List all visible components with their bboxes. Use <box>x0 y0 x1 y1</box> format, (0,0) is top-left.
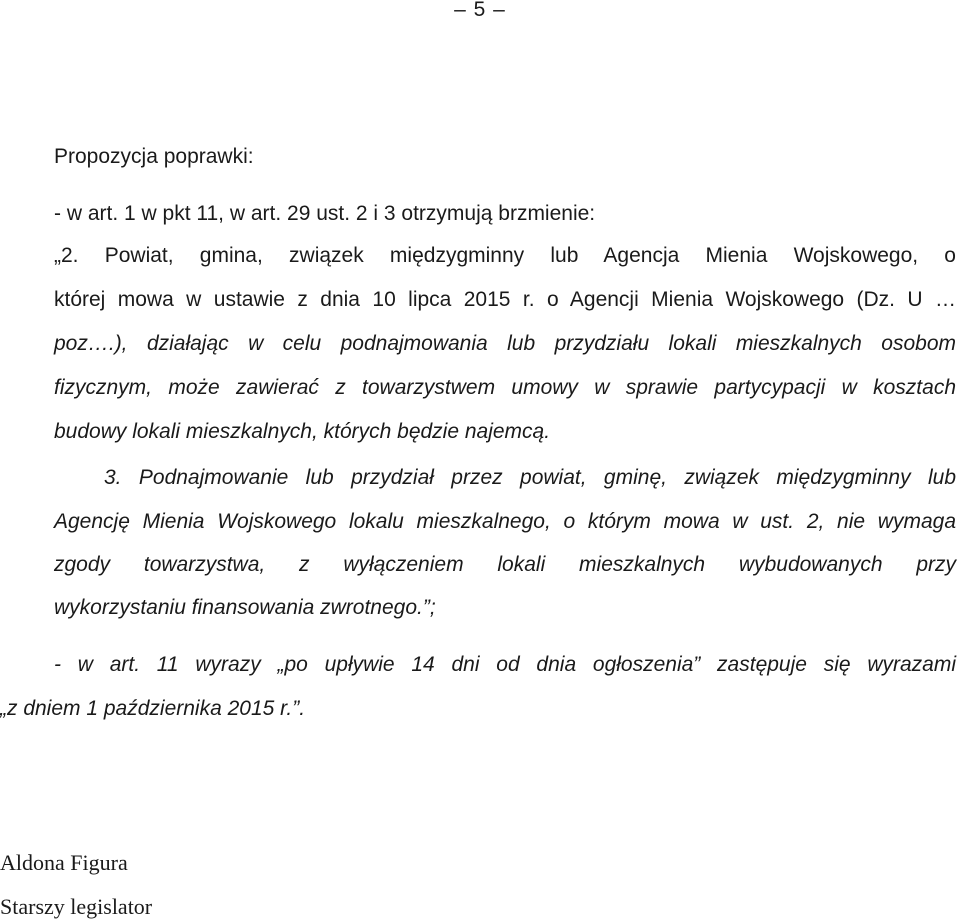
paragraph-3-line-3: zgody towarzystwa, z wyłączeniem lokali mieszkalnych wybudowanych przy <box>54 553 956 576</box>
amendment-2-line-2: „z dniem 1 października 2015 r.”. <box>0 697 306 720</box>
amendment-2-line-1: - w art. 11 wyrazy „po upływie 14 dni od dnia ogłoszenia” zastępuje się wyrazami <box>54 653 956 676</box>
paragraph-2-line-4: fizycznym, może zawierać z towarzystwem umowy w sprawie partycypacji w kosztach <box>54 376 956 399</box>
paragraph-3-line-2: Agencję Mienia Wojskowego lokalu mieszkalnego, o którym mowa w ust. 2, nie wymaga <box>54 510 956 533</box>
amendment-intro: - w art. 1 w pkt 11, w art. 29 ust. 2 i 3 otrzymują brzmienie: <box>54 202 596 225</box>
paragraph-3-line-4: wykorzystaniu finansowania zwrotnego.”; <box>54 596 436 619</box>
amendment-heading: Propozycja poprawki: <box>54 145 254 168</box>
paragraph-2-line-5: budowy lokali mieszkalnych, których będzie najemcą. <box>54 420 551 443</box>
page-number: – 5 – <box>454 0 506 21</box>
paragraph-2-line-2: której mowa w ustawie z dnia 10 lipca 2015 r. o Agencji Mienia Wojskowego (Dz. U … <box>54 288 956 311</box>
paragraph-2-line-1: „2. Powiat, gmina, związek międzygminny lub Agencja Mienia Wojskowego, o <box>54 244 956 267</box>
paragraph-2-line-3: poz….), działając w celu podnajmowania lub przydziału lokali mieszkalnych osobom <box>54 332 956 355</box>
signature-name: Aldona Figura <box>0 850 128 875</box>
paragraph-3-line-1: 3. Podnajmowanie lub przydział przez powiat, gminę, związek międzygminny lub <box>104 466 956 489</box>
signature-title: Starszy legislator <box>0 894 153 919</box>
